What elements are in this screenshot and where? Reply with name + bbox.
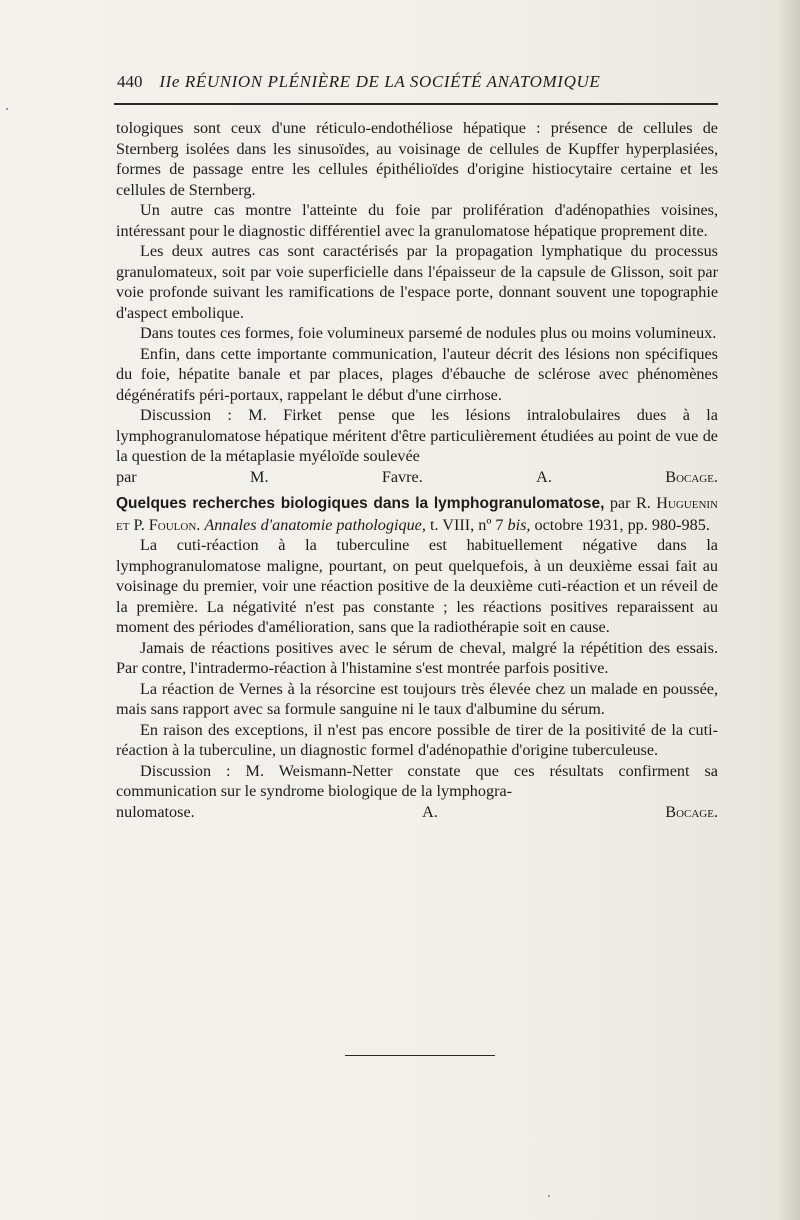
signature: A. Bocage. bbox=[422, 802, 718, 821]
paper-speck bbox=[6, 108, 8, 110]
article-heading bbox=[116, 493, 718, 535]
signature: A. Bocage. bbox=[536, 467, 719, 486]
header-rule bbox=[114, 103, 718, 105]
heading-par: par bbox=[609, 494, 631, 512]
page-number: 440 bbox=[117, 72, 143, 91]
authors: R. Huguenin et P. Foulon. bbox=[116, 494, 719, 534]
discussion-end: par M. Favre. bbox=[116, 467, 423, 486]
running-title: IIe RÉUNION PLÉNIÈRE DE LA SOCIÉTÉ ANATOMIQUE bbox=[159, 72, 601, 91]
discussion-end: nulomatose. bbox=[116, 802, 195, 821]
section-end-rule bbox=[345, 1055, 495, 1056]
paragraph: La réaction de Vernes à la résorcine est toujours très élevée chez un malade en poussée, mais sans rapport avec sa formule sanguine ni le taux d'albumine du sérum. bbox=[116, 679, 718, 718]
article-body bbox=[116, 118, 718, 822]
journal-name: Annales d'anatomie pathologique, bbox=[204, 515, 426, 534]
citation-volume: t. VIII, nº 7 bbox=[429, 515, 504, 534]
citation-bis: bis, bbox=[507, 515, 531, 534]
discussion-signature-line bbox=[116, 802, 718, 823]
paragraph: En raison des exceptions, il n'est pas encore possible de tirer de la positivité de la cuti-réaction à la tuberculine, un diagnostic formel d'adénopathie d'origine tuberculeuse. bbox=[116, 720, 718, 759]
paragraph: Jamais de réactions positives avec le sérum de cheval, malgré la répétition des essais. Par contre, l'intradermo-réaction à l'histamine s'est montrée parfois positive. bbox=[116, 638, 718, 677]
citation-date: octobre 1931, pp. 980-985. bbox=[534, 515, 710, 534]
paragraph: La cuti-réaction à la tuberculine est habituellement négative dans la lymphogranulomatose maligne, pourtant, on peut quelquefois, à un deuxième essai fait au voisinage du premier, voir une réaction positive de la deuxième cuti-réaction et un réveil de la première. La négativité n'est pas constante ; les réactions positives reparaissent au moment des périodes d'amélioration, sans que la radiothérapie soit en cause. bbox=[116, 536, 718, 636]
heading-title: Quelques recherches biologiques dans la lymphogranulomatose, bbox=[116, 495, 605, 512]
paragraph: Enfin, dans cette importante communication, l'auteur décrit des lésions non spécifiques du foie, hépatite banale et par places, plages d'ébauche de sclérose avec phénomènes dégénératifs péri-portaux, rappelant le début d'une cirrhose. bbox=[116, 344, 718, 404]
paragraph: tologiques sont ceux d'une réticulo-endothéliose hépatique : présence de cellules de Sternberg isolées dans les sinusoïdes, au voisinage de cellules de Kupffer hyperplasiées, formes de passage entre les cellules épithélioïdes d'origine histiocytaire certaine et les cellules de Sternberg. bbox=[116, 119, 718, 199]
paragraph: Un autre cas montre l'atteinte du foie par prolifération d'adénopathies voisines, intéressant pour le diagnostic différentiel avec la granulomatose hépatique proprement dite. bbox=[116, 201, 718, 240]
running-header bbox=[117, 72, 717, 92]
discussion-paragraph: Discussion : M. Firket pense que les lésions intralobulaires dues à la lymphogranulomatose hépatique méritent d'être particulièrement étudiées au point de vue de la question de la métaplasie myéloïde soulevée bbox=[116, 406, 718, 465]
paragraph: Dans toutes ces formes, foie volumineux parsemé de nodules plus ou moins volumineux. bbox=[140, 324, 717, 342]
discussion-paragraph: Discussion : M. Weismann-Netter constate que ces résultats confirment sa communication sur le syndrome biologique de la lymphogra- bbox=[116, 761, 718, 800]
paper-speck bbox=[548, 1195, 550, 1197]
paragraph: Les deux autres cas sont caractérisés par la propagation lymphatique du processus granulomateux, soit par voie superficielle dans l'épaisseur de la capsule de Glisson, soit par voie profonde suivant les ramifications de l'espace porte, donnant souvent une topographie d'aspect embolique. bbox=[116, 242, 718, 322]
discussion-signature-line bbox=[116, 467, 718, 488]
